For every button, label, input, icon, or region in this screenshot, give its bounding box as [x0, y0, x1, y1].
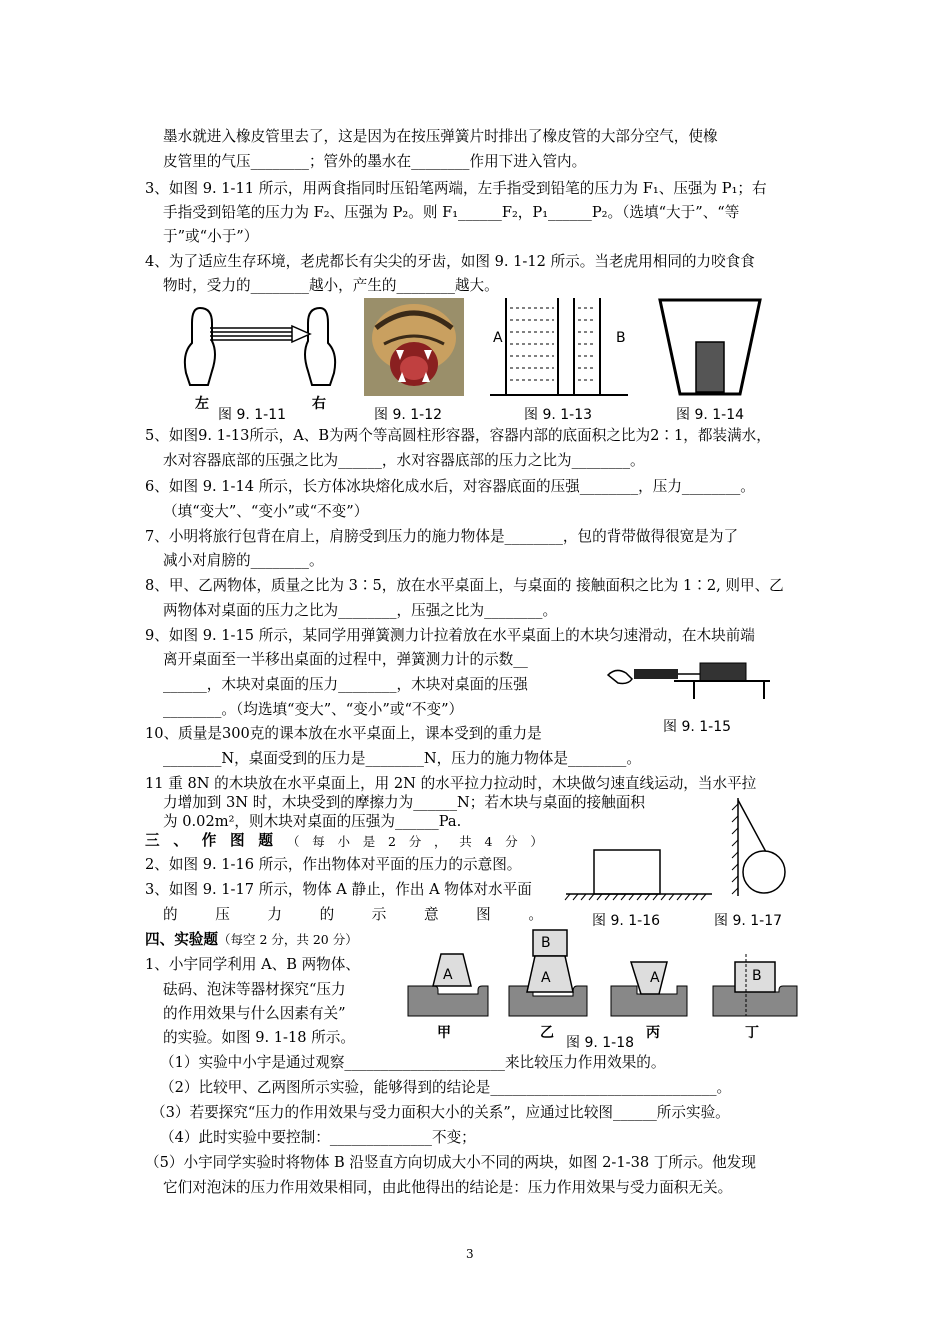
text-line: 于”或“小于”） — [163, 228, 259, 245]
figure-9-1-17 — [728, 796, 792, 900]
char: 分 — [408, 834, 422, 849]
figure-13-label-a: A — [493, 330, 503, 346]
text-line: 2、如图 9. 1-16 所示，作出物体对平面的压力的示意图。 — [145, 856, 522, 873]
text-line: 的实验。如图 9. 1-18 所示。 — [163, 1029, 355, 1046]
figure-18-label-bing: 丙 — [646, 1025, 660, 1041]
section-4-note: （每空 2 分，共 20 分） — [217, 932, 358, 947]
text-line: ________N，桌面受到的压力是________N，压力的施力物体是________。 — [163, 750, 641, 767]
char: 压 — [215, 906, 230, 923]
text-line: 水对容器底部的压强之比为______，水对容器底部的压力之比为________。 — [163, 452, 645, 469]
figure-9-1-18 — [405, 928, 800, 1020]
caption-9-1-17: 图 9. 1-17 — [714, 913, 783, 929]
text-line: 为 0.02m²，则木块对桌面的压强为______Pa. — [163, 813, 462, 830]
section-3-title — [145, 830, 273, 852]
char: 4 — [484, 834, 493, 849]
text-line: 它们对泡沫的压力作用效果相同，由此他得出的结论是：压力作用效果与受力面积无关。 — [163, 1179, 733, 1196]
text-line: 5、如图9. 1-13所示，A、B为两个等高圆柱形容器，容器内部的底面积之比为2∶1，都装满水， — [145, 427, 771, 444]
text-line: 4、为了适应生存环境，老虎都长有尖尖的牙齿，如图 9. 1-12 所示。当老虎用相同的力咬食食 — [145, 253, 755, 270]
char: 每 — [312, 834, 325, 849]
text-line: 8、甲、乙两物体，质量之比为 3∶5，放在水平桌面上，与桌面的 接触面积之比为 1∶2, 则甲、乙 — [145, 577, 784, 594]
char: 图 — [230, 832, 245, 849]
experiment-jia — [408, 954, 488, 1016]
char: 2 — [388, 834, 396, 849]
figure-18-label-yi: 乙 — [540, 1025, 554, 1041]
char: 的 — [319, 906, 335, 923]
text-line: 10、质量是300克的课本放在水平桌面上，课本受到的重力是 — [145, 725, 542, 742]
char: 是 — [362, 834, 376, 849]
text-line: 7、小明将旅行包背在肩上，肩膀受到压力的施力物体是________，包的背带做得很宽是为了 — [145, 528, 739, 545]
char: 图 — [476, 906, 491, 923]
text-line: 手指受到铅笔的压力为 F₂、压强为 P₂。则 F₁______F₂，P₁______P₂。（选填“大于”、“等 — [163, 204, 740, 221]
figure-9-1-11 — [180, 298, 340, 408]
char: ， — [433, 834, 447, 849]
text-line: 皮管里的气压________；管外的墨水在________作用下进入管内。 — [163, 153, 587, 170]
text-line: （4）此时实验中要控制：______________不变； — [160, 1129, 476, 1146]
caption-9-1-15: 图 9. 1-15 — [663, 719, 732, 735]
figure-9-1-15 — [604, 655, 774, 700]
caption-9-1-14: 图 9. 1-14 — [676, 407, 745, 423]
text-line-spaced — [163, 904, 543, 926]
text-line: 砝码、泡沫等器材探究“压力 — [163, 981, 346, 998]
figure-label-right: 右 — [312, 396, 326, 412]
text-line: 力增加到 3N 时，木块受到的摩擦力为______N；若木块与桌面的接触面积 — [163, 794, 645, 811]
text-line: 墨水就进入橡皮管里去了，这是因为在按压弹簧片时排出了橡皮管的大部分空气，使橡 — [163, 128, 718, 145]
figure-label-left: 左 — [195, 396, 209, 412]
char: 意 — [423, 906, 439, 923]
char: 、 — [173, 832, 188, 849]
text-line: 物时，受力的________越小，产生的________越大。 — [163, 277, 499, 294]
text-line: 11 重 8N 的木块放在水平桌面上，用 2N 的水平拉力拉动时，木块做匀速直线运动，当水平拉 — [145, 775, 757, 792]
char: 共 — [459, 834, 472, 849]
text-line: 3、如图 9. 1-11 所示，用两食指同时压铅笔两端，左手指受到铅笔的压力为 F₁、压强为 P₁；右 — [145, 180, 767, 197]
figure-9-1-12-tiger-photo — [364, 298, 464, 396]
char: 作 — [201, 832, 217, 849]
section-3-note — [287, 831, 543, 853]
figure-13-label-b: B — [616, 330, 626, 346]
figure-9-1-14 — [656, 298, 766, 398]
figure-9-1-13 — [488, 298, 633, 402]
caption-9-1-12: 图 9. 1-12 — [374, 407, 443, 423]
char: ） — [530, 834, 543, 849]
caption-9-1-13: 图 9. 1-13 — [524, 407, 593, 423]
text-line: 两物体对桌面的压力之比为________，压强之比为________。 — [163, 602, 558, 619]
char: （ — [287, 834, 300, 849]
char: 三 — [145, 832, 160, 849]
section-4-title — [145, 929, 358, 951]
figure-18-label-a: A — [541, 970, 551, 986]
figure-9-1-16 — [564, 848, 714, 904]
text-line: 6、如图 9. 1-14 所示，长方体冰块熔化成水后，对容器底面的压强________，压力________。 — [145, 478, 755, 495]
char: 示 — [371, 906, 387, 923]
text-line: （5）小宇同学实验时将物体 B 沿竖直方向切成大小不同的两块，如图 2-1-38 丁所示。他发现 — [145, 1154, 756, 1171]
char: 小 — [337, 834, 351, 849]
text-line: 3、如图 9. 1-17 所示，物体 A 静止，作出 A 物体对水平面 — [145, 881, 532, 898]
figure-18-label-a: A — [443, 967, 453, 983]
char: 分 — [505, 834, 518, 849]
text-line: （3）若要探究“压力的作用效果与受力面积大小的关系”，应通过比较图______所示实验。 — [151, 1104, 730, 1121]
page-number: 3 — [466, 1247, 474, 1261]
figure-18-label-b: B — [752, 968, 762, 984]
text-line: （2）比较甲、乙两图所示实验，能够得到的结论是_______________________________。 — [160, 1079, 732, 1096]
figure-18-label-jia: 甲 — [437, 1025, 451, 1041]
char: 的 — [163, 906, 178, 923]
text-line: 9、如图 9. 1-15 所示，某同学用弹簧测力计拉着放在水平桌面上的木块匀速滑动，在木块前端 — [145, 627, 755, 644]
char: 。 — [528, 906, 543, 923]
caption-9-1-11: 图 9. 1-11 — [218, 407, 287, 423]
char: 题 — [258, 832, 273, 849]
caption-9-1-18: 图 9. 1-18 — [566, 1035, 635, 1051]
text-line: ________。（均选填“变大”、“变小”或“不变”） — [163, 701, 464, 718]
figure-18-label-ding: 丁 — [745, 1025, 759, 1041]
figure-18-label-b: B — [541, 935, 551, 951]
text-line: 1、小宇同学利用 A、B 两物体、 — [145, 956, 360, 973]
caption-9-1-16: 图 9. 1-16 — [592, 913, 661, 929]
text-line: 的作用效果与什么因素有关” — [163, 1005, 346, 1022]
text-line: 减小对肩膀的________。 — [163, 552, 324, 569]
experiment-bing — [611, 962, 687, 1016]
experiment-ding — [713, 954, 797, 1016]
char: 力 — [267, 906, 282, 923]
figure-18-label-a: A — [650, 970, 660, 986]
text-line: ______，木块对桌面的压力________，木块对桌面的压强 — [163, 676, 528, 693]
text-line: （1）实验中小宇是通过观察______________________来比较压力作用效果的。 — [160, 1054, 666, 1071]
text-line: （填“变大”、“变小”或“不变”） — [163, 503, 369, 520]
section-4-heading: 四、实验题 — [145, 931, 218, 948]
text-line: 离开桌面至一半移出桌面的过程中，弹簧测力计的示数__ — [163, 651, 528, 668]
